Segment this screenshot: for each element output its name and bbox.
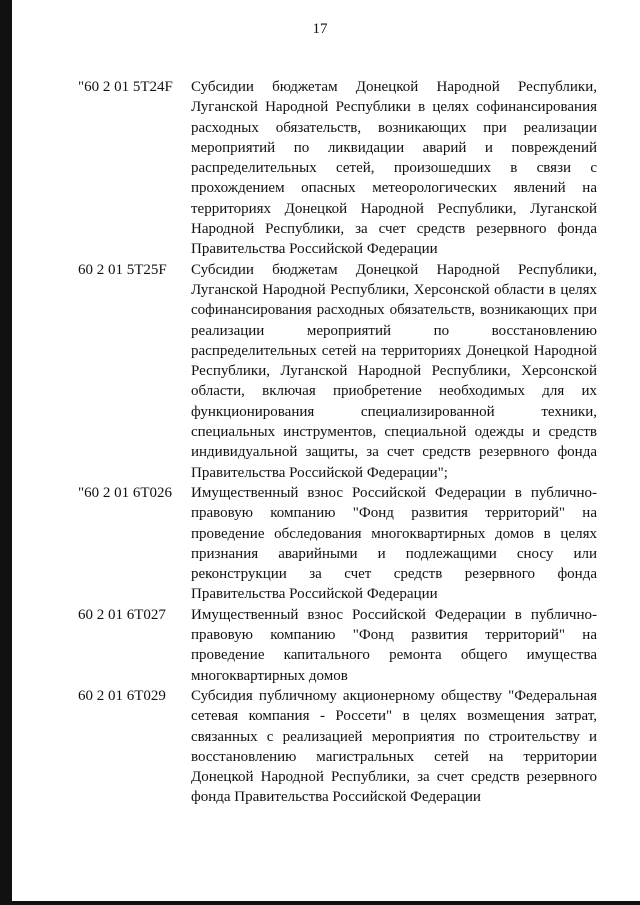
budget-code: "60 2 01 6T026 bbox=[78, 484, 173, 501]
list-item bbox=[0, 483, 640, 605]
list-item bbox=[0, 260, 640, 483]
scan-bottom-edge bbox=[0, 901, 640, 905]
list-item bbox=[0, 77, 640, 260]
budget-code: 60 2 01 5T25F bbox=[78, 261, 167, 278]
budget-description: Имущественный взнос Российской Федерации в публично-правовую компанию "Фонд развития территорий" на проведение обследования многоквартирных домов в целях признания аварийными и подлежащими сносу или реконструкции за счет средств резервного фонда Правительства Российской Федерации bbox=[191, 484, 597, 603]
list-item bbox=[0, 686, 640, 808]
budget-description: Субсидии бюджетам Донецкой Народной Республики, Луганской Народной Республики, Херсонской области в целях софинансирования расходных обязательств, возникающих при реализации мероприятий по восстановлению распределительных сетей на территориях Донецкой Народной Республики, Луганской Народной Республики, Херсонской области, включая приобретение необходимых для их функционирования специализированной техники, специальных инструментов, специальной одежды и средств индивидуальной защиты, за счет средств резервного фонда Правительства Российской Федерации"; bbox=[191, 261, 597, 481]
budget-description: Субсидия публичному акционерному обществу "Федеральная сетевая компания - Россети" в целях возмещения затрат, связанных с реализацией мероприятия по строительству и восстановлению магистральных сетей на территории Донецкой Народной Республики, за счет средств резервного фонда Правительства Российской Федерации bbox=[191, 687, 597, 806]
budget-code-list bbox=[0, 77, 640, 808]
budget-code: 60 2 01 6T027 bbox=[78, 606, 166, 623]
budget-code: "60 2 01 5T24F bbox=[78, 79, 173, 95]
budget-code: 60 2 01 6T029 bbox=[78, 687, 166, 704]
budget-description: Имущественный взнос Российской Федерации в публично-правовую компанию "Фонд развития территорий" на проведение капитального ремонта общего имущества многоквартирных домов bbox=[191, 606, 597, 684]
budget-description: Субсидии бюджетам Донецкой Народной Республики, Луганской Народной Республики в целях софинансирования расходных обязательств, возникающих при реализации мероприятий по ликвидации аварий и повреждений распределительных сетей, произошедших в связи с прохождением опасных метеорологических явлений на территориях Донецкой Народной Республики, Луганской Народной Республики, за счет средств резервного фонда Правительства Российской Федерации bbox=[191, 79, 597, 258]
page-number: 17 bbox=[312, 21, 328, 37]
list-item bbox=[0, 605, 640, 686]
